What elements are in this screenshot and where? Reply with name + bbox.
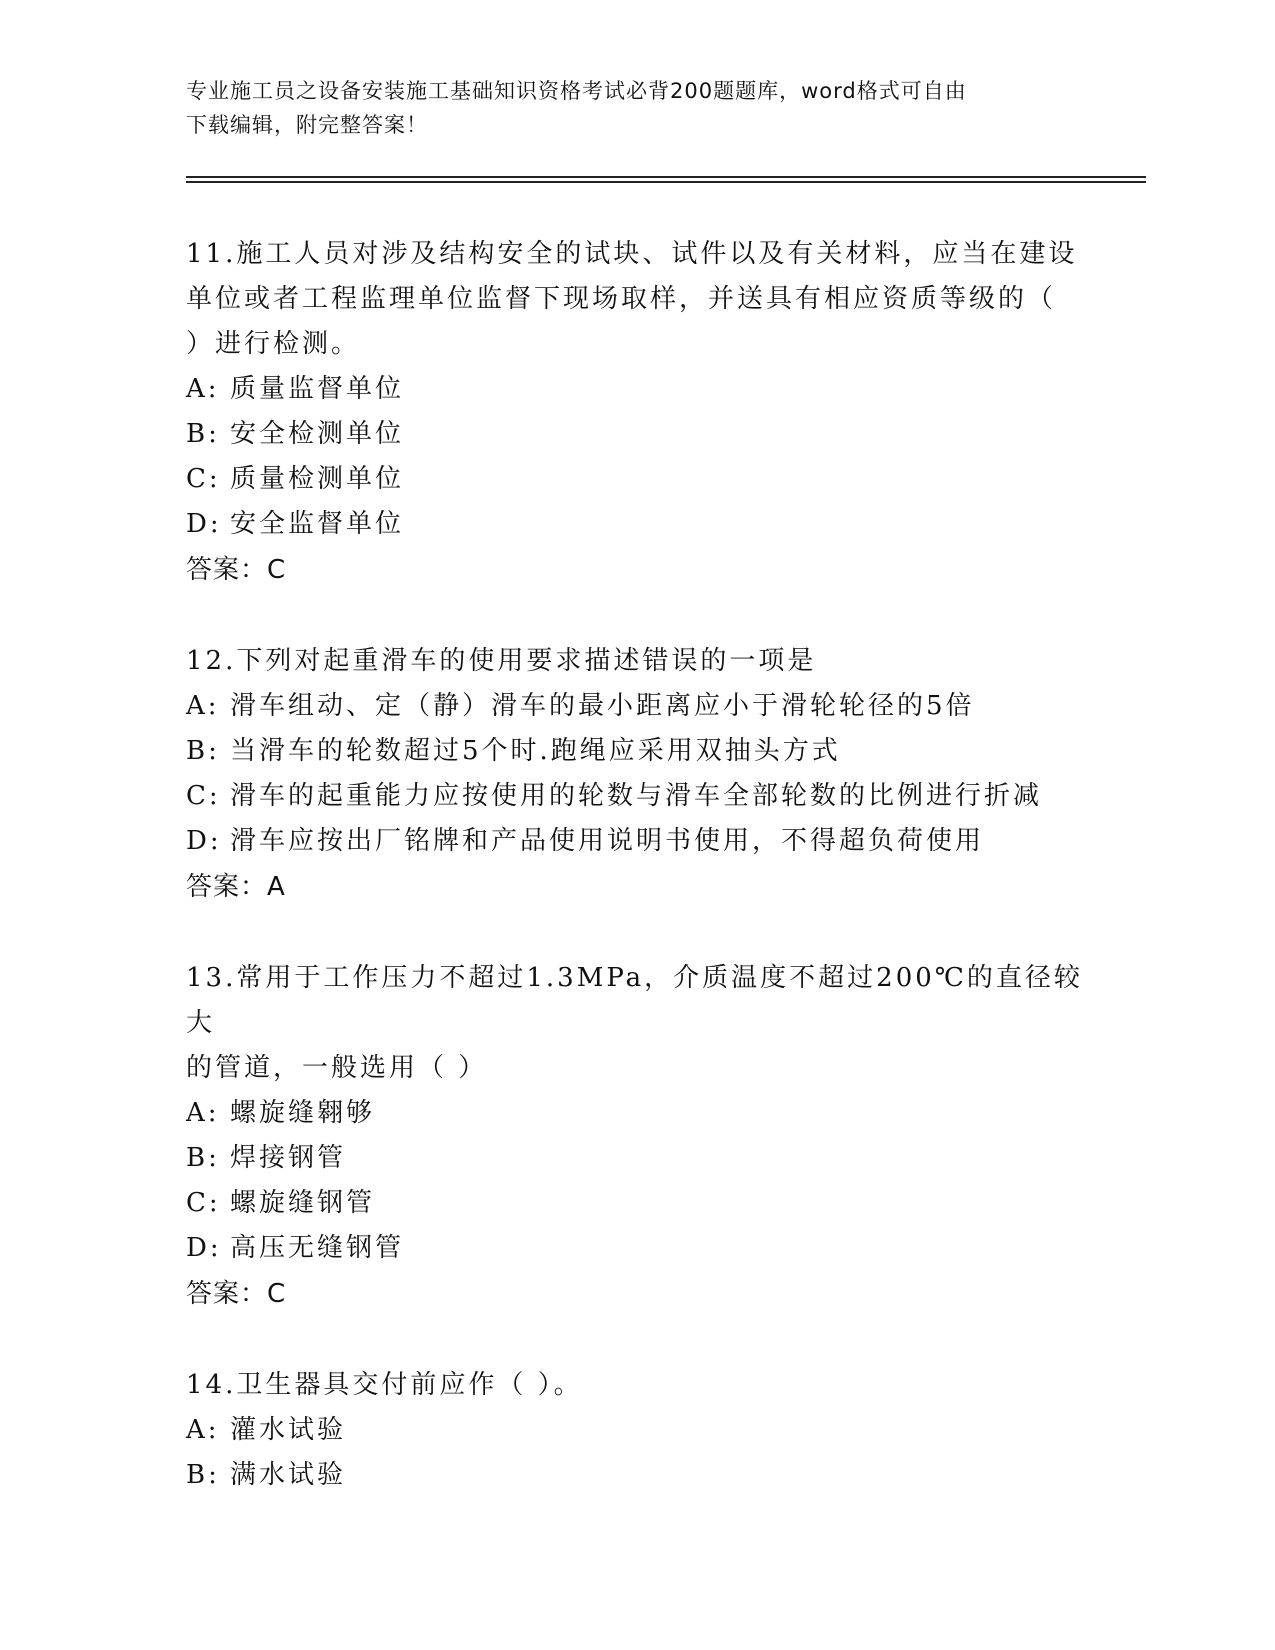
option-text: 滑车的起重能力应按使用的轮数与滑车全部轮数的比例进行折减 [230, 781, 1043, 811]
option-letter: A: [186, 691, 220, 721]
question-11 [186, 232, 1086, 593]
option-letter: A: [186, 1098, 220, 1128]
header-line-1: 专业施工员之设备安装施工基础知识资格考试必背200题题库，word格式可自由 [186, 79, 967, 103]
question-stem-line: 12.下列对起重滑车的使用要求描述错误的一项是 [186, 646, 817, 676]
option-b [186, 412, 1086, 457]
question-stem-line: 单位或者工程监理单位监督下现场取样，并送具有相应资质等级的（ [186, 284, 1057, 314]
question-13 [186, 956, 1086, 1317]
question-12 [186, 639, 1086, 910]
question-stem-line: 13.常用于工作压力不超过1.3MPa，介质温度不超过200℃的直径较大 [186, 963, 1083, 1038]
option-d [186, 819, 1086, 864]
header-line-2: 下载编辑，附完整答案！ [186, 113, 428, 137]
option-letter: A: [186, 1415, 220, 1445]
option-d [186, 1226, 1086, 1271]
question-list [186, 232, 1086, 1544]
question-stem-line: 14.卫生器具交付前应作（ ）。 [186, 1370, 583, 1400]
question-stem-line: 的管道，一般选用（ ） [186, 1053, 488, 1083]
answer-line: 答案：C [186, 1279, 287, 1309]
option-d [186, 502, 1086, 547]
option-letter: C: [186, 464, 221, 494]
option-letter: B: [186, 1460, 220, 1490]
answer-line: 答案：A [186, 872, 286, 902]
option-text: 安全监督单位 [230, 509, 405, 539]
option-text: 螺旋缝翱够 [230, 1098, 376, 1128]
option-c [186, 1181, 1086, 1226]
option-text: 当滑车的轮数超过5个时.跑绳应采用双抽头方式 [230, 736, 841, 766]
option-a [186, 1091, 1086, 1136]
option-letter: D: [186, 826, 222, 856]
option-letter: C: [186, 1188, 221, 1218]
option-letter: D: [186, 509, 222, 539]
option-b [186, 729, 1086, 774]
option-a [186, 684, 1086, 729]
option-b [186, 1136, 1086, 1181]
document-header [186, 74, 1066, 142]
header-divider-bottom [186, 181, 1146, 183]
answer-line: 答案：C [186, 555, 287, 585]
option-letter: B: [186, 736, 220, 766]
option-text: 质量监督单位 [230, 374, 405, 404]
option-letter: C: [186, 781, 221, 811]
option-c [186, 457, 1086, 502]
option-letter: A: [186, 374, 220, 404]
option-text: 满水试验 [230, 1460, 347, 1490]
option-text: 螺旋缝钢管 [230, 1188, 376, 1218]
option-text: 焊接钢管 [230, 1143, 347, 1173]
option-text: 滑车应按出厂铭牌和产品使用说明书使用，不得超负荷使用 [230, 826, 985, 856]
option-letter: D: [186, 1233, 222, 1263]
question-14 [186, 1363, 1086, 1498]
option-letter: B: [186, 1143, 220, 1173]
question-stem-line: 11.施工人员对涉及结构安全的试块、试件以及有关材料，应当在建设 [186, 239, 1078, 269]
header-divider-top [186, 176, 1146, 178]
option-letter: B: [186, 419, 220, 449]
option-text: 灌水试验 [230, 1415, 347, 1445]
option-c [186, 774, 1086, 819]
option-b [186, 1453, 1086, 1498]
question-stem-line: ）进行检测。 [186, 329, 361, 359]
option-a [186, 367, 1086, 412]
option-a [186, 1408, 1086, 1453]
option-text: 高压无缝钢管 [230, 1233, 405, 1263]
option-text: 安全检测单位 [230, 419, 405, 449]
option-text: 质量检测单位 [230, 464, 405, 494]
option-text: 滑车组动、定（静）滑车的最小距离应小于滑轮轮径的5倍 [230, 691, 975, 721]
